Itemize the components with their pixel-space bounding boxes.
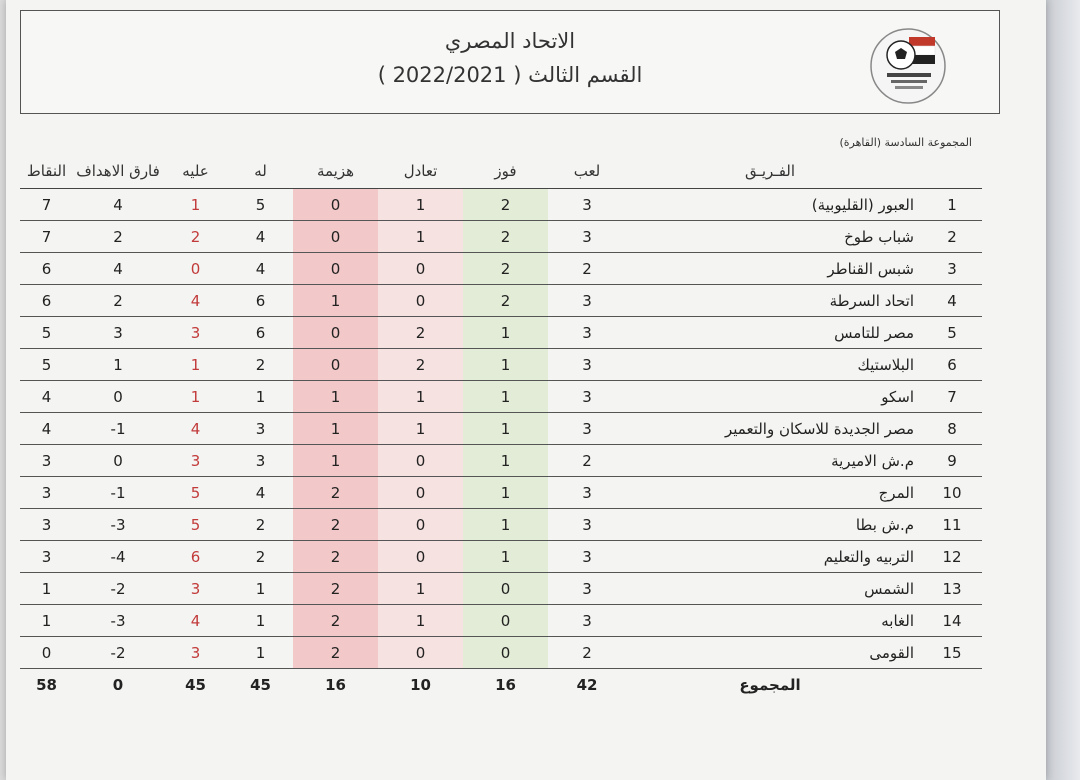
cell-diff: 3-: [73, 509, 163, 541]
cell-won: 1: [463, 541, 548, 573]
header-drawn: تعادل: [378, 154, 463, 189]
cell-diff: 4: [73, 189, 163, 221]
table-row: [20, 285, 982, 317]
cell-diff: 0: [73, 445, 163, 477]
cell-rank: 15: [922, 637, 982, 669]
table-header-row: [20, 154, 982, 189]
cell-against: 5: [163, 509, 228, 541]
table-row: [20, 445, 982, 477]
cell-lost: 2: [293, 573, 378, 605]
cell-rank: 5: [922, 317, 982, 349]
totals-rank: [922, 669, 982, 702]
cell-drawn: 0: [378, 445, 463, 477]
header-against: عليه: [163, 154, 228, 189]
header-points: النقاط: [20, 154, 73, 189]
cell-rank: 11: [922, 509, 982, 541]
cell-won: 1: [463, 509, 548, 541]
cell-points: 6: [20, 253, 73, 285]
cell-against: 3: [163, 317, 228, 349]
cell-drawn: 1: [378, 573, 463, 605]
cell-lost: 0: [293, 253, 378, 285]
table-row: [20, 477, 982, 509]
cell-won: 0: [463, 605, 548, 637]
cell-lost: 1: [293, 381, 378, 413]
table-row: [20, 573, 982, 605]
cell-against: 1: [163, 349, 228, 381]
cell-drawn: 0: [378, 253, 463, 285]
cell-diff: 1-: [73, 477, 163, 509]
cell-lost: 0: [293, 189, 378, 221]
cell-rank: 12: [922, 541, 982, 573]
cell-diff: 0: [73, 381, 163, 413]
cell-diff: 4-: [73, 541, 163, 573]
cell-won: 1: [463, 477, 548, 509]
cell-played: 2: [548, 445, 626, 477]
cell-diff: 3-: [73, 605, 163, 637]
cell-rank: 8: [922, 413, 982, 445]
table-row: [20, 253, 982, 285]
cell-played: 3: [548, 509, 626, 541]
cell-drawn: 1: [378, 221, 463, 253]
totals-lost: 16: [325, 676, 346, 694]
cell-played: 3: [548, 349, 626, 381]
cell-diff: 2: [73, 221, 163, 253]
cell-won: 2: [463, 221, 548, 253]
cell-played: 3: [548, 413, 626, 445]
cell-points: 0: [20, 637, 73, 669]
cell-team: القومى: [626, 637, 922, 669]
cell-team: الغابه: [626, 605, 922, 637]
header-diff: فارق الاهداف: [73, 154, 163, 189]
cell-against: 3: [163, 573, 228, 605]
cell-team: البلاستيك: [626, 349, 922, 381]
table-row: [20, 541, 982, 573]
cell-played: 3: [548, 477, 626, 509]
cell-played: 2: [548, 253, 626, 285]
cell-diff: 2-: [73, 637, 163, 669]
cell-diff: 1: [73, 349, 163, 381]
standings-table: [20, 154, 982, 701]
cell-for: 4: [228, 477, 293, 509]
cell-for: 1: [228, 637, 293, 669]
cell-drawn: 1: [378, 413, 463, 445]
cell-points: 1: [20, 573, 73, 605]
table-row: [20, 381, 982, 413]
cell-for: 2: [228, 509, 293, 541]
cell-lost: 1: [293, 413, 378, 445]
table-row: [20, 413, 982, 445]
totals-against: 45: [185, 676, 206, 694]
cell-lost: 0: [293, 221, 378, 253]
cell-against: 4: [163, 413, 228, 445]
cell-for: 2: [228, 541, 293, 573]
cell-for: 3: [228, 445, 293, 477]
header-box: [20, 10, 1000, 114]
cell-lost: 2: [293, 477, 378, 509]
header-lost: هزيمة: [293, 154, 378, 189]
cell-drawn: 0: [378, 637, 463, 669]
cell-diff: 1-: [73, 413, 163, 445]
table-row: [20, 637, 982, 669]
cell-rank: 2: [922, 221, 982, 253]
cell-points: 3: [20, 541, 73, 573]
table-row: [20, 509, 982, 541]
cell-won: 2: [463, 189, 548, 221]
cell-for: 2: [228, 349, 293, 381]
cell-for: 1: [228, 573, 293, 605]
cell-rank: 14: [922, 605, 982, 637]
table-row: [20, 189, 982, 221]
cell-team: م.ش بطا: [626, 509, 922, 541]
cell-diff: 3: [73, 317, 163, 349]
cell-rank: 9: [922, 445, 982, 477]
cell-against: 2: [163, 221, 228, 253]
cell-drawn: 0: [378, 285, 463, 317]
cell-won: 1: [463, 349, 548, 381]
cell-played: 3: [548, 541, 626, 573]
cell-team: العبور (القليوبية): [626, 189, 922, 221]
cell-rank: 13: [922, 573, 982, 605]
document-title: الاتحاد المصري: [444, 29, 576, 53]
cell-won: 0: [463, 637, 548, 669]
cell-for: 1: [228, 381, 293, 413]
cell-rank: 10: [922, 477, 982, 509]
cell-against: 3: [163, 637, 228, 669]
cell-against: 3: [163, 445, 228, 477]
cell-drawn: 1: [378, 381, 463, 413]
cell-for: 3: [228, 413, 293, 445]
cell-drawn: 0: [378, 477, 463, 509]
cell-rank: 1: [922, 189, 982, 221]
cell-drawn: 2: [378, 349, 463, 381]
table-row: [20, 605, 982, 637]
background-edge: [1046, 0, 1080, 780]
cell-against: 6: [163, 541, 228, 573]
header-for: له: [228, 154, 293, 189]
totals-label: المجموع: [739, 676, 801, 694]
cell-team: م.ش الاميرية: [626, 445, 922, 477]
cell-against: 1: [163, 189, 228, 221]
group-label: المجموعة السادسة (القاهرة): [839, 136, 972, 149]
cell-for: 6: [228, 285, 293, 317]
cell-team: مصر للتامس: [626, 317, 922, 349]
cell-team: اسكو: [626, 381, 922, 413]
cell-against: 0: [163, 253, 228, 285]
cell-won: 1: [463, 381, 548, 413]
cell-points: 6: [20, 285, 73, 317]
cell-points: 3: [20, 445, 73, 477]
cell-drawn: 2: [378, 317, 463, 349]
cell-points: 4: [20, 413, 73, 445]
cell-points: 4: [20, 381, 73, 413]
cell-played: 3: [548, 573, 626, 605]
totals-for: 45: [250, 676, 271, 694]
cell-won: 2: [463, 285, 548, 317]
totals-won: 16: [495, 676, 516, 694]
totals-row: [20, 669, 982, 702]
cell-rank: 4: [922, 285, 982, 317]
cell-for: 4: [228, 221, 293, 253]
document-sheet: [6, 0, 1046, 780]
cell-played: 3: [548, 605, 626, 637]
totals-drawn: 10: [410, 676, 431, 694]
cell-won: 1: [463, 413, 548, 445]
cell-played: 3: [548, 189, 626, 221]
cell-points: 1: [20, 605, 73, 637]
cell-diff: 2: [73, 285, 163, 317]
cell-against: 4: [163, 285, 228, 317]
cell-played: 2: [548, 637, 626, 669]
cell-won: 1: [463, 445, 548, 477]
header-won: فوز: [463, 154, 548, 189]
totals-points: 58: [36, 676, 57, 694]
cell-rank: 7: [922, 381, 982, 413]
cell-for: 6: [228, 317, 293, 349]
cell-rank: 6: [922, 349, 982, 381]
cell-points: 5: [20, 317, 73, 349]
cell-diff: 2-: [73, 573, 163, 605]
header-team: الفـريـق: [626, 154, 922, 189]
cell-lost: 0: [293, 349, 378, 381]
cell-points: 7: [20, 221, 73, 253]
cell-lost: 2: [293, 509, 378, 541]
header-played: لعب: [548, 154, 626, 189]
cell-won: 0: [463, 573, 548, 605]
cell-played: 3: [548, 317, 626, 349]
cell-points: 5: [20, 349, 73, 381]
cell-played: 3: [548, 381, 626, 413]
cell-team: مصر الجديدة للاسكان والتعمير: [626, 413, 922, 445]
table-row: [20, 221, 982, 253]
document-subtitle: القسم الثالث ( 2022/2021 ): [377, 63, 643, 87]
cell-team: شباب طوخ: [626, 221, 922, 253]
cell-team: التربيه والتعليم: [626, 541, 922, 573]
cell-drawn: 0: [378, 541, 463, 573]
cell-for: 4: [228, 253, 293, 285]
cell-points: 7: [20, 189, 73, 221]
cell-won: 2: [463, 253, 548, 285]
cell-lost: 0: [293, 317, 378, 349]
cell-team: شبس القناطر: [626, 253, 922, 285]
table-row: [20, 317, 982, 349]
cell-lost: 1: [293, 445, 378, 477]
cell-points: 3: [20, 477, 73, 509]
cell-diff: 4: [73, 253, 163, 285]
cell-played: 3: [548, 221, 626, 253]
cell-team: اتحاد السرطة: [626, 285, 922, 317]
cell-lost: 2: [293, 637, 378, 669]
cell-against: 1: [163, 381, 228, 413]
cell-lost: 2: [293, 605, 378, 637]
cell-played: 3: [548, 285, 626, 317]
header-rank: [922, 154, 982, 189]
cell-against: 4: [163, 605, 228, 637]
totals-diff: 0: [112, 676, 124, 694]
cell-points: 3: [20, 509, 73, 541]
cell-lost: 1: [293, 285, 378, 317]
totals-played: 42: [576, 676, 598, 694]
table-row: [20, 349, 982, 381]
cell-drawn: 1: [378, 189, 463, 221]
cell-won: 1: [463, 317, 548, 349]
cell-lost: 2: [293, 541, 378, 573]
cell-for: 1: [228, 605, 293, 637]
cell-team: الشمس: [626, 573, 922, 605]
cell-drawn: 1: [378, 605, 463, 637]
cell-rank: 3: [922, 253, 982, 285]
cell-against: 5: [163, 477, 228, 509]
standings-body: [20, 189, 982, 669]
cell-drawn: 0: [378, 509, 463, 541]
cell-team: المرج: [626, 477, 922, 509]
cell-for: 5: [228, 189, 293, 221]
